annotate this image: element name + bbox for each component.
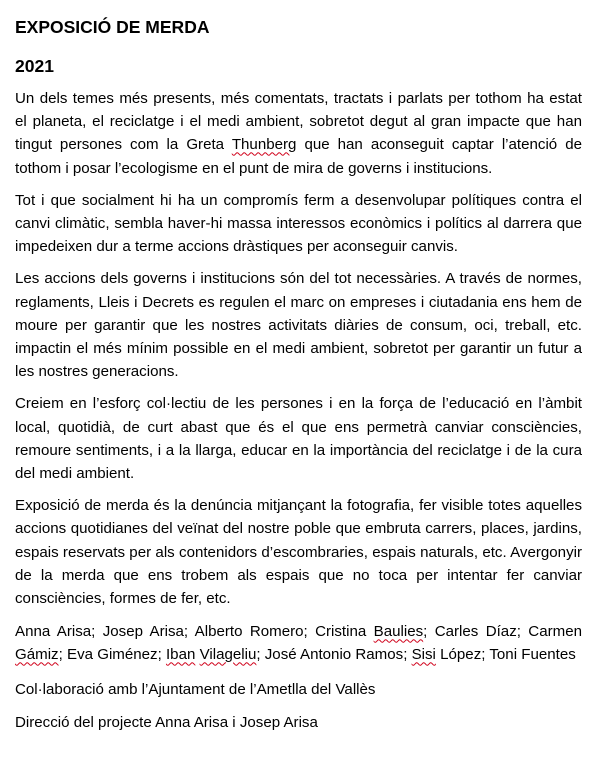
spellcheck-flagged-word: Vilageliu <box>199 646 257 664</box>
paragraph-collaboration: Col·laboració amb l’Ajuntament de l’Ametlla del Vallès <box>15 680 376 698</box>
document-title: EXPOSICIÓ DE MERDA <box>15 17 210 37</box>
credits-text-3: ; Eva Giménez; <box>58 646 166 664</box>
paragraph-government-actions: Les accions dels governs i institucions són del tot necessàries. A través de normes, reglaments, Lleis i Decrets es regulen el marc on empreses i ciutadania ens hem de moure per garantir que les nostres activitats diàries de consum, oci, treball, etc. impactin el més mínim possible en el medi ambient, sobretot per garantir un futur a les nostres generacions. <box>15 270 582 381</box>
credits-text-2: ; Carles Díaz; Carmen <box>423 623 582 641</box>
paragraph-intro <box>15 87 582 180</box>
spellcheck-flagged-word: Iban <box>165 646 196 664</box>
paragraph-collective-effort: Creiem en l’esforç col·lectiu de les persones i en la força de l’educació en l’àmbit local, quotidià, de curt abast que és el que ens permetrà canviar consciències, remoure sentiments, i a la llarga, educar en la importància del reciclatge i de la cura del medi ambient. <box>15 395 582 483</box>
spellcheck-flagged-word: Sisi <box>411 646 436 664</box>
paragraph-intro-text-start: Un dels temes més presents, més comentats, tractats i parlats per tothom ha estat el planeta, el reciclatge i el medi ambient, sobretot degut al gran impacte que han tingut persones com la Greta <box>15 90 582 154</box>
document-page <box>15 16 582 734</box>
spellcheck-flagged-word: Gámiz <box>15 646 59 664</box>
paragraph-climate-commitment: Tot i que socialment hi ha un compromís ferm a desenvolupar polítiques contra el canvi climàtic, sembla haver-hi massa interessos econòmics i polítics al darrera que impedeixen dur a terme accions dràstiques per aconseguir canvis. <box>15 191 582 256</box>
paragraph-direction: Direcció del projecte Anna Arisa i Josep Arisa <box>15 713 318 731</box>
paragraph-intro-text-end: que han aconseguit captar l’atenció de tothom i posar l’ecologisme en el punt de mira de governs i institucions. <box>15 136 582 177</box>
credits-text-6: López; Toni Fuentes <box>435 646 576 664</box>
spellcheck-flagged-word: Baulies <box>373 623 424 641</box>
paragraph-exhibition-description: Exposició de merda és la denúncia mitjançant la fotografia, fer visible totes aquelles accions quotidianes del veïnat del nostre poble que embruta carrers, places, jardins, espais reservats per als contenidors d’escombraries, espais naturals, etc. Avergonyir de la merda que ens trobem als espais que no toca per intentar fer canviar consciències, formes de fer, etc. <box>15 497 582 608</box>
spellcheck-flagged-word: Thunberg <box>231 136 297 154</box>
credits-text-1: Anna Arisa; Josep Arisa; Alberto Romero; Cristina <box>15 623 374 641</box>
paragraph-credits <box>15 620 582 666</box>
document-year: 2021 <box>15 56 54 76</box>
credits-text-5: ; José Antonio Ramos; <box>256 646 412 664</box>
